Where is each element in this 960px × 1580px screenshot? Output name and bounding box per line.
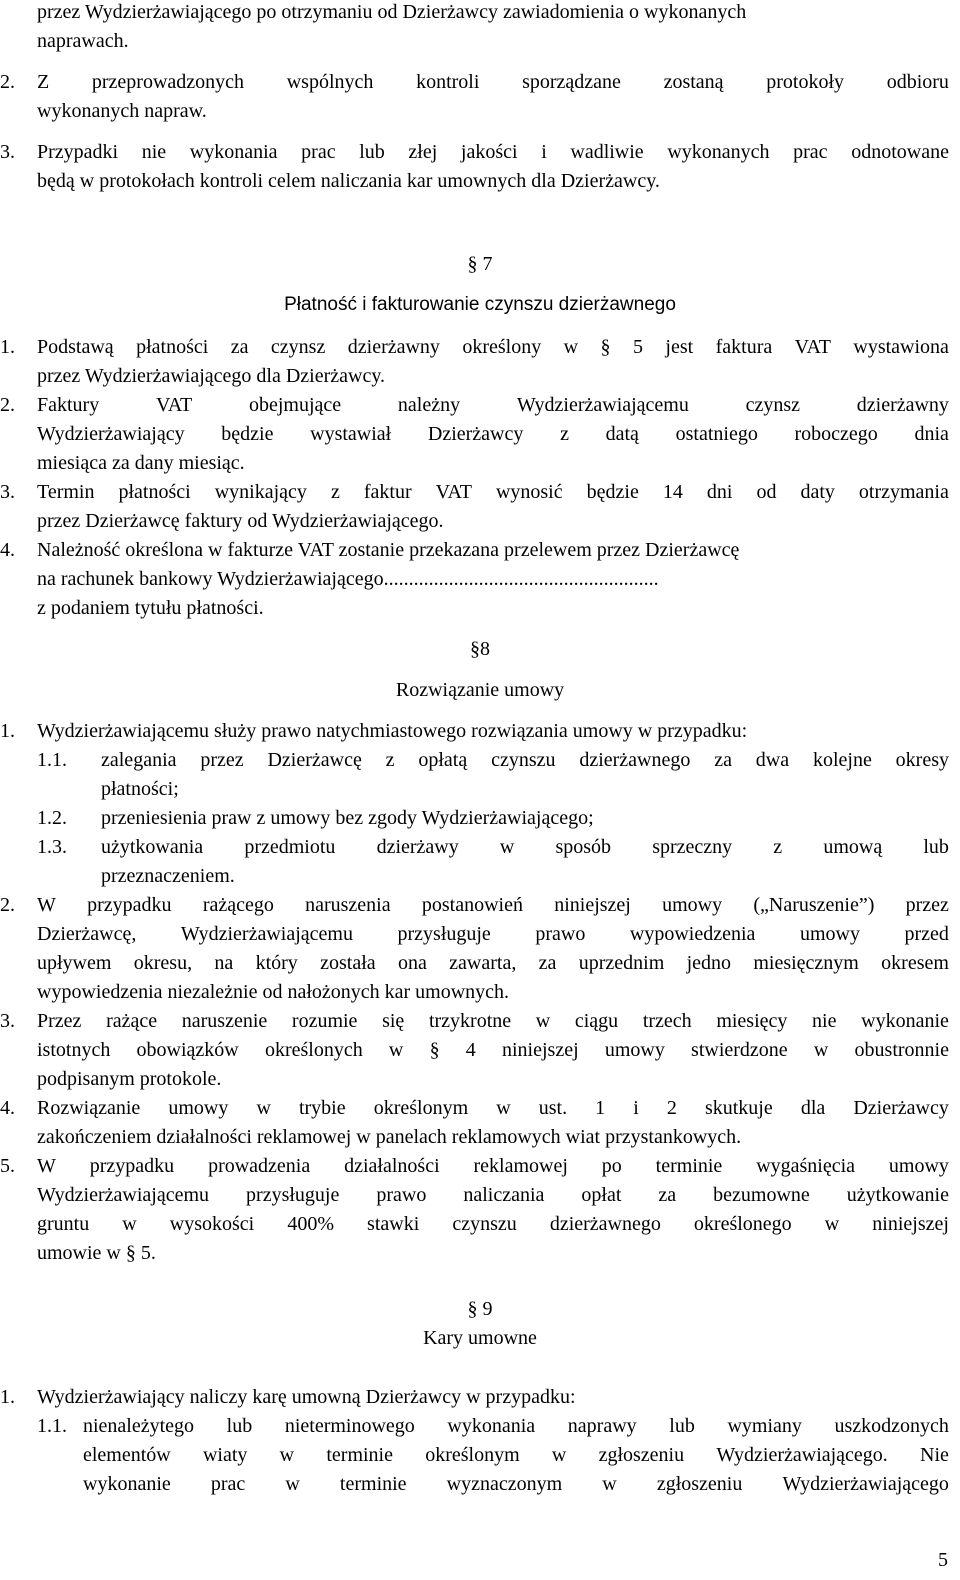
text-line: Rozwiązanie umowy w trybie określonym w ust. 1 i 2 skutkuje dla Dzierżawcy — [37, 1097, 949, 1119]
section-heading: § 9 — [467, 1298, 493, 1320]
text-line: przeniesienia praw z umowy bez zgody Wydzierżawiającego; — [101, 807, 594, 829]
text-line: płatności; — [101, 778, 179, 800]
text-line: będą w protokołach kontroli celem naliczania kar umownych dla Dzierżawcy. — [37, 170, 660, 192]
section-heading: Płatność i fakturowanie czynszu dzierżawnego — [284, 294, 676, 315]
text-line: Termin płatności wynikający z faktur VAT wynosić będzie 14 dni od daty otrzymania — [37, 481, 949, 503]
text-line: podpisanym protokole. — [37, 1068, 222, 1090]
list-number: 1. — [0, 720, 15, 742]
text-line: Wydzierżawiający naliczy karę umowną Dzierżawcy w przypadku: — [37, 1386, 576, 1408]
list-number: 4. — [0, 539, 15, 561]
text-line: Wydzierżawiający będzie wystawiał Dzierżawcy z datą ostatniego roboczego dnia — [37, 423, 949, 445]
text-line: z podaniem tytułu płatności. — [37, 597, 264, 619]
text-line: naprawach. — [37, 30, 129, 52]
page-number: 5 — [938, 1549, 948, 1571]
section-heading: Kary umowne — [423, 1327, 537, 1349]
text-line: Przez rażące naruszenie rozumie się trzykrotne w ciągu trzech miesięcy nie wykonanie — [37, 1010, 949, 1032]
list-number: 1.2. — [37, 807, 67, 829]
text-line: W przypadku rażącego naruszenia postanowień niniejszej umowy („Naruszenie”) przez — [37, 894, 949, 916]
text-line: W przypadku prowadzenia działalności reklamowej po terminie wygaśnięcia umowy — [37, 1155, 949, 1177]
list-number: 2. — [0, 894, 15, 916]
list-number: 1.1. — [37, 1415, 67, 1437]
text-line: wypowiedzenia niezależnie od nałożonych kar umownych. — [37, 981, 510, 1003]
list-number: 2. — [0, 71, 15, 93]
section-heading: Rozwiązanie umowy — [395, 679, 565, 701]
text-line: Wydzierżawiającemu służy prawo natychmiastowego rozwiązania umowy w przypadku: — [37, 720, 748, 742]
list-number: 1. — [0, 336, 15, 358]
text-line: Wydzierżawiającemu przysługuje prawo naliczania opłat za bezumowne użytkowanie — [37, 1184, 949, 1206]
text-line: istotnych obowiązków określonych w § 4 niniejszej umowy stwierdzone w obustronnie — [37, 1039, 949, 1061]
list-number: 3. — [0, 1010, 15, 1032]
text-line: umowie w § 5. — [37, 1242, 156, 1264]
text-line: elementów wiaty w terminie określonym w zgłoszeniu Wydzierżawiającego. Nie — [83, 1444, 949, 1466]
text-line: przeznaczeniem. — [101, 865, 235, 887]
list-number: 1. — [0, 1386, 15, 1408]
text-line: Przypadki nie wykonania prac lub złej jakości i wadliwie wykonanych prac odnotowane — [37, 141, 949, 163]
list-number: 1.1. — [37, 749, 67, 771]
section-heading: § 7 — [467, 253, 493, 275]
list-number: 4. — [0, 1097, 15, 1119]
list-number: 1.3. — [37, 836, 67, 858]
text-line: przez Dzierżawcę faktury od Wydzierżawiającego. — [37, 510, 444, 532]
text-line: Dzierżawcę, Wydzierżawiającemu przysługuje prawo wypowiedzenia umowy przed — [37, 923, 949, 945]
text-line: wykonanych napraw. — [37, 100, 207, 122]
text-line: zakończeniem działalności reklamowej w panelach reklamowych wiat przystankowych. — [37, 1126, 742, 1148]
section-heading: §8 — [470, 638, 490, 660]
text-line: na rachunek bankowy Wydzierżawiającego....................................................... — [37, 568, 659, 590]
text-line: miesiąca za dany miesiąc. — [37, 452, 245, 474]
text-line: użytkowania przedmiotu dzierżawy w sposób sprzeczny z umową lub — [101, 836, 949, 858]
text-line: Podstawą płatności za czynsz dzierżawny określony w § 5 jest faktura VAT wystawiona — [37, 336, 949, 358]
text-line: upływem okresu, na który została ona zawarta, za uprzednim jedno miesięcznym okresem — [37, 952, 949, 974]
list-number: 5. — [0, 1155, 15, 1177]
text-line: gruntu w wysokości 400% stawki czynszu dzierżawnego określonego w niniejszej — [37, 1213, 949, 1235]
text-line: zalegania przez Dzierżawcę z opłatą czynszu dzierżawnego za dwa kolejne okresy — [101, 749, 949, 771]
text-line: Faktury VAT obejmujące należny Wydzierżawiającemu czynsz dzierżawny — [37, 394, 949, 416]
text-line: wykonanie prac w terminie wyznaczonym w zgłoszeniu Wydzierżawiającego — [83, 1473, 949, 1495]
text-line: Należność określona w fakturze VAT zostanie przekazana przelewem przez Dzierżawcę — [37, 539, 740, 561]
text-line: nienależytego lub nieterminowego wykonania naprawy lub wymiany uszkodzonych — [83, 1415, 949, 1437]
text-line: Z przeprowadzonych wspólnych kontroli sporządzane zostaną protokoły odbioru — [37, 71, 949, 93]
text-line: przez Wydzierżawiającego po otrzymaniu od Dzierżawcy zawiadomienia o wykonanych — [37, 1, 747, 23]
text-line: przez Wydzierżawiającego dla Dzierżawcy. — [37, 365, 386, 387]
list-number: 3. — [0, 141, 15, 163]
list-number: 2. — [0, 394, 15, 416]
list-number: 3. — [0, 481, 15, 503]
